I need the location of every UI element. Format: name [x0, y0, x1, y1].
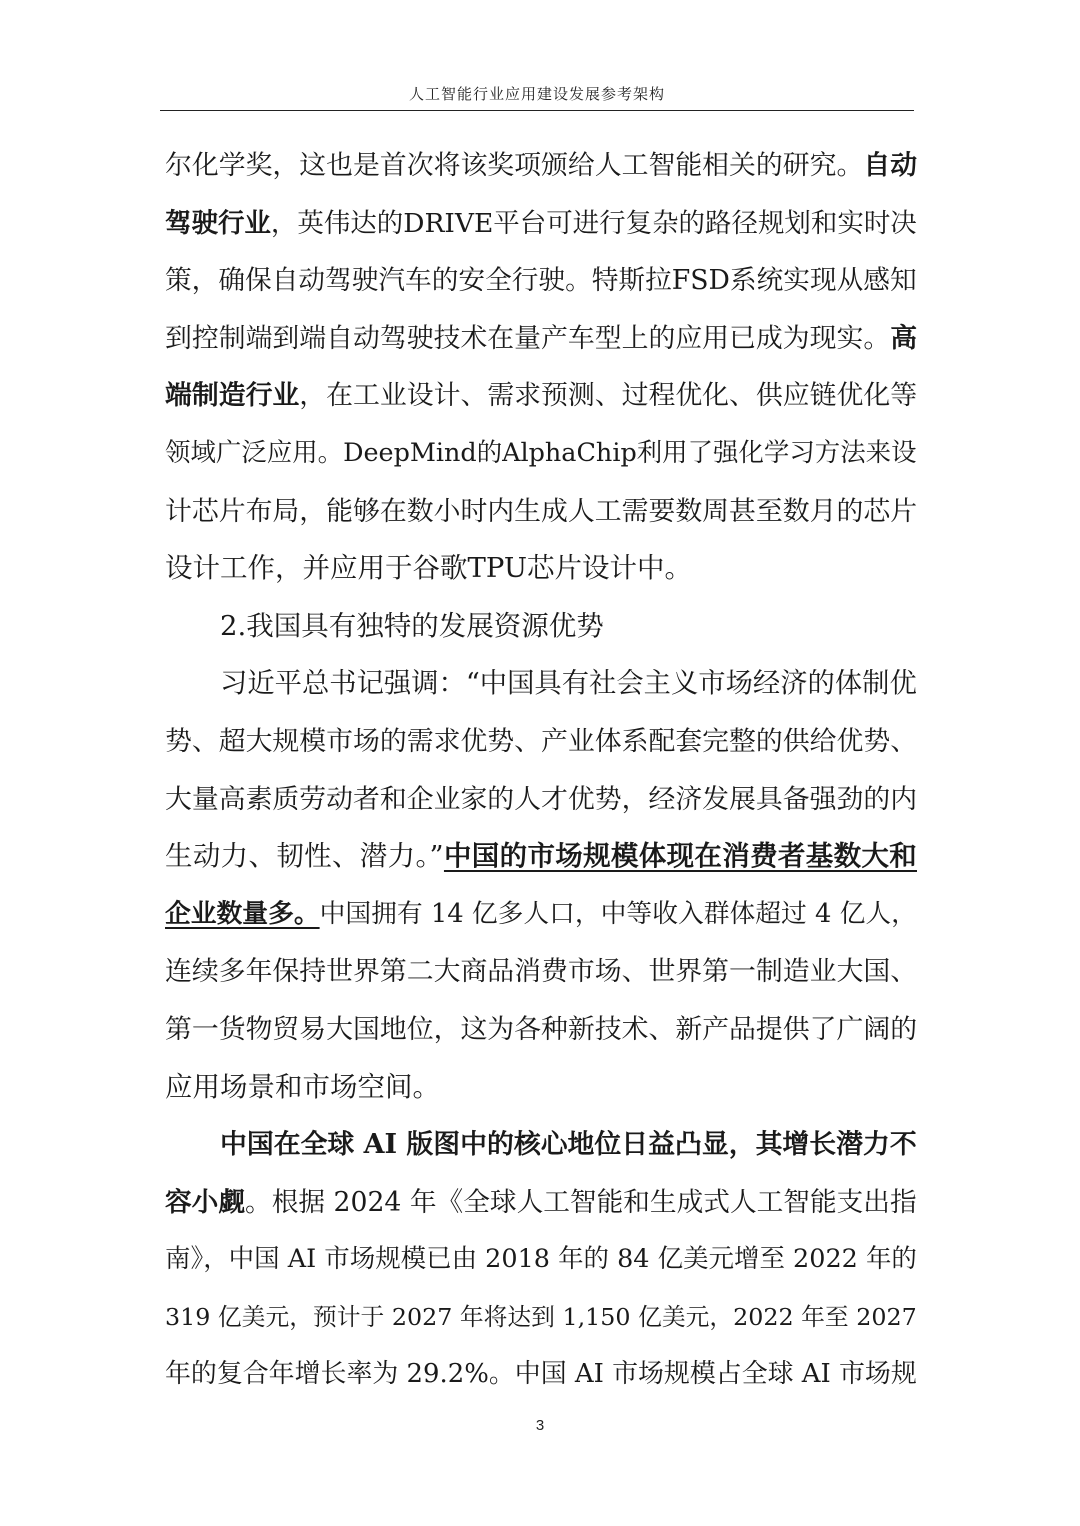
- underlined-text: 企业数量多。: [165, 898, 320, 929]
- text-line: [165, 1346, 917, 1404]
- text-line: [165, 137, 917, 195]
- text-line: [165, 540, 917, 598]
- text-line: [165, 828, 917, 886]
- bold-text: 高: [890, 322, 917, 354]
- text-line: [165, 713, 917, 771]
- text-line: [165, 310, 917, 368]
- text-span: 生动力、韧性、潜力。”: [165, 840, 444, 873]
- text-line: [165, 598, 917, 656]
- text-span: 年的复合年增长率为 29.2%。中国 AI 市场规模占全球 AI 市场规: [165, 1359, 917, 1390]
- text-span: 设计工作，并应用于谷歌TPU芯片设计中。: [165, 552, 693, 585]
- text-span: 策，确保自动驾驶汽车的安全行驶。特斯拉FSD系统实现从感知: [165, 265, 917, 297]
- text-line: [165, 771, 917, 829]
- text-line: [165, 425, 917, 483]
- text-span: 势、超大规模市场的需求优势、产业体系配套完整的供给优势、: [165, 725, 917, 757]
- text-span: 319 亿美元，预计于 2027 年将达到 1,150 亿美元，2022 年至 2027: [165, 1302, 917, 1331]
- text-span: 计芯片布局，能够在数小时内生成人工需要数周甚至数月的芯片: [165, 495, 917, 527]
- header-title: 人工智能行业应用建设发展参考架构: [408, 85, 665, 103]
- bold-text: 端制造行业: [165, 380, 300, 412]
- text-span: ，英伟达的DRIVE平台可进行复杂的路径规划和实时决: [270, 207, 917, 239]
- text-line: [165, 483, 917, 541]
- text-span: 第一货物贸易大国地位，这为各种新技术、新产品提供了广阔的: [165, 1013, 917, 1045]
- text-span: 应用场景和市场空间。: [165, 1070, 440, 1103]
- document-body: [165, 137, 917, 1404]
- page-number: 3: [535, 1417, 545, 1434]
- text-line: [165, 195, 917, 253]
- bold-text: 中国在全球 AI 版图中的核心地位日益凸显，其增长潜力不: [220, 1129, 917, 1161]
- text-span: 2.我国具有独特的发展资源优势: [220, 609, 604, 642]
- text-line: [165, 1059, 917, 1117]
- text-line: [165, 886, 917, 944]
- text-span: 南》，中国 AI 市场规模已由 2018 年的 84 亿美元增至 2022 年的: [165, 1244, 917, 1275]
- text-span: 大量高素质劳动者和企业家的人才优势，经济发展具备强劲的内: [165, 783, 917, 815]
- text-span: ，在工业设计、需求预测、过程优化、供应链优化等: [299, 380, 917, 412]
- text-span: 到控制端到端自动驾驶技术在量产车型上的应用已成为现实。: [165, 322, 891, 354]
- underlined-text: 中国的市场规模体现在消费者基数大和: [443, 840, 917, 873]
- text-span: 领域广泛应用。DeepMind的AlphaChip利用了强化学习方法来设: [165, 437, 917, 468]
- text-line: [165, 252, 917, 310]
- bold-text: 容小觑: [165, 1186, 246, 1218]
- text-span: 中国拥有 14 亿多人口，中等收入群体超过 4 亿人，: [319, 898, 917, 929]
- text-line: [165, 1289, 917, 1347]
- text-line: [165, 1174, 917, 1232]
- text-line: [165, 1116, 917, 1174]
- text-line: [165, 655, 917, 713]
- text-line: [165, 943, 917, 1001]
- text-line: [165, 1231, 917, 1289]
- page-header: [160, 82, 914, 111]
- text-span: 习近平总书记强调：“中国具有社会主义市场经济的体制优: [220, 668, 917, 700]
- text-span: 。根据 2024 年《全球人工智能和生成式人工智能支出指: [245, 1186, 917, 1218]
- text-span: 尔化学奖，这也是首次将该奖项颁给人工智能相关的研究。: [165, 150, 864, 181]
- text-span: 连续多年保持世界第二大商品消费市场、世界第一制造业大国、: [165, 956, 917, 988]
- bold-text: 驾驶行业: [165, 207, 271, 239]
- text-line: [165, 367, 917, 425]
- bold-text: 自动: [863, 150, 917, 181]
- text-line: [165, 1001, 917, 1059]
